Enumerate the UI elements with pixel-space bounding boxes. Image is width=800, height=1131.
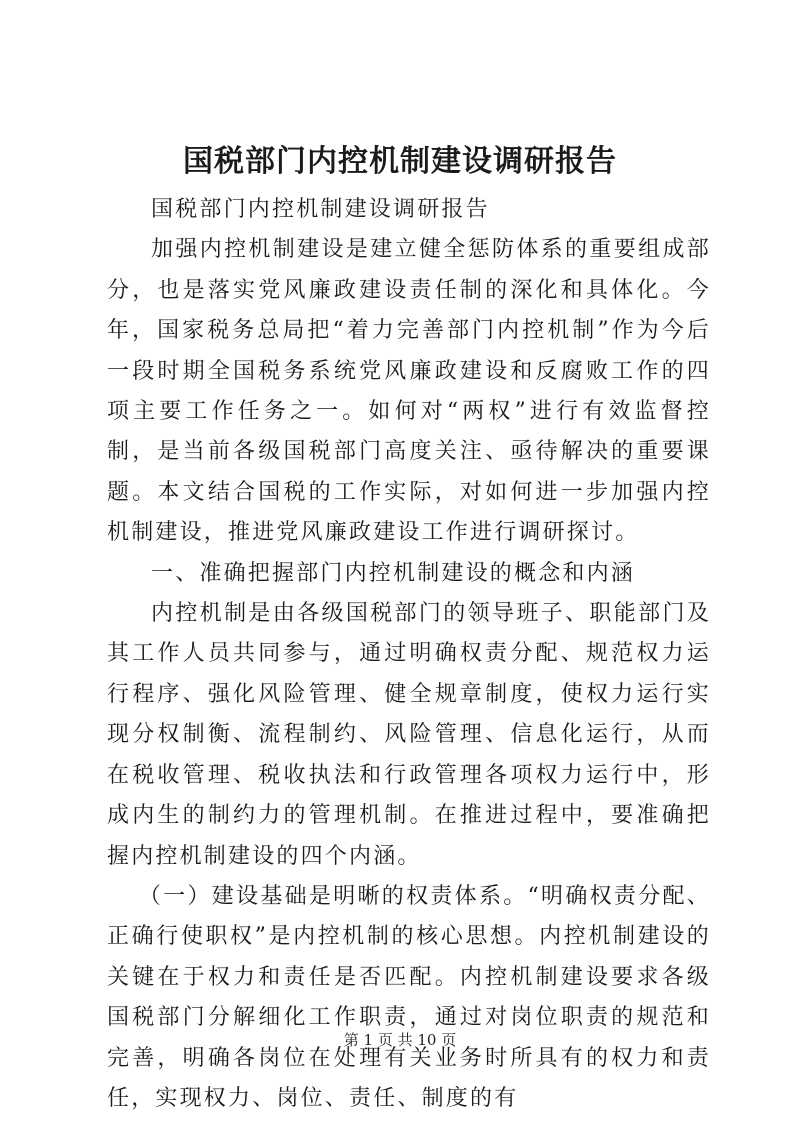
definition-paragraph: 内控机制是由各级国税部门的领导班子、职能部门及其工作人员共同参与，通过明确权责分配、规范权力运行程序、强化风险管理、健全规章制度，使权力运行实现分权制衡、流程制约、风险管理、信息化运行，从而在税收管理、税收执法和行政管理各项权力运行中，形成内生的制约力的管理机制。在推进过程中，要准确把握内控机制建设的四个内涵。 (107, 601, 711, 869)
subsection-paragraph: （一）建设基础是明晰的权责体系。“明确权责分配、正确行使职权”是内控机制的核心思想。内控机制建设的关键在于权力和责任是否匹配。内控机制建设要求各级国税部门分解细化工作职责，通过对岗位职责的规范和完善，明确各岗位在处理有关业务时所具有的权力和责任，实现权力、岗位、责任、制度的有 (107, 883, 711, 1111)
document-body (107, 190, 711, 1119)
subtitle-paragraph: 国税部门内控机制建设调研报告 (151, 197, 490, 222)
document-title: 国税部门内控机制建设调研报告 (183, 144, 617, 179)
intro-paragraph: 加强内控机制建设是建立健全惩防体系的重要组成部分，也是落实党风廉政建设责任制的深化和具体化。今年，国家税务总局把“着力完善部门内控机制”作为今后一段时期全国税务系统党风廉政建设和反腐败工作的四项主要工作任务之一。如何对“两权”进行有效监督控制，是当前各级国税部门高度关注、亟待解决的重要课题。本文结合国税的工作实际，对如何进一步加强内控机制建设，推进党风廉政建设工作进行调研探讨。 (107, 237, 711, 546)
page-number-footer: 第 1 页 共 10 页 (343, 1031, 457, 1049)
section-heading: 一、准确把握部门内控机制建设的概念和内涵 (151, 560, 636, 586)
